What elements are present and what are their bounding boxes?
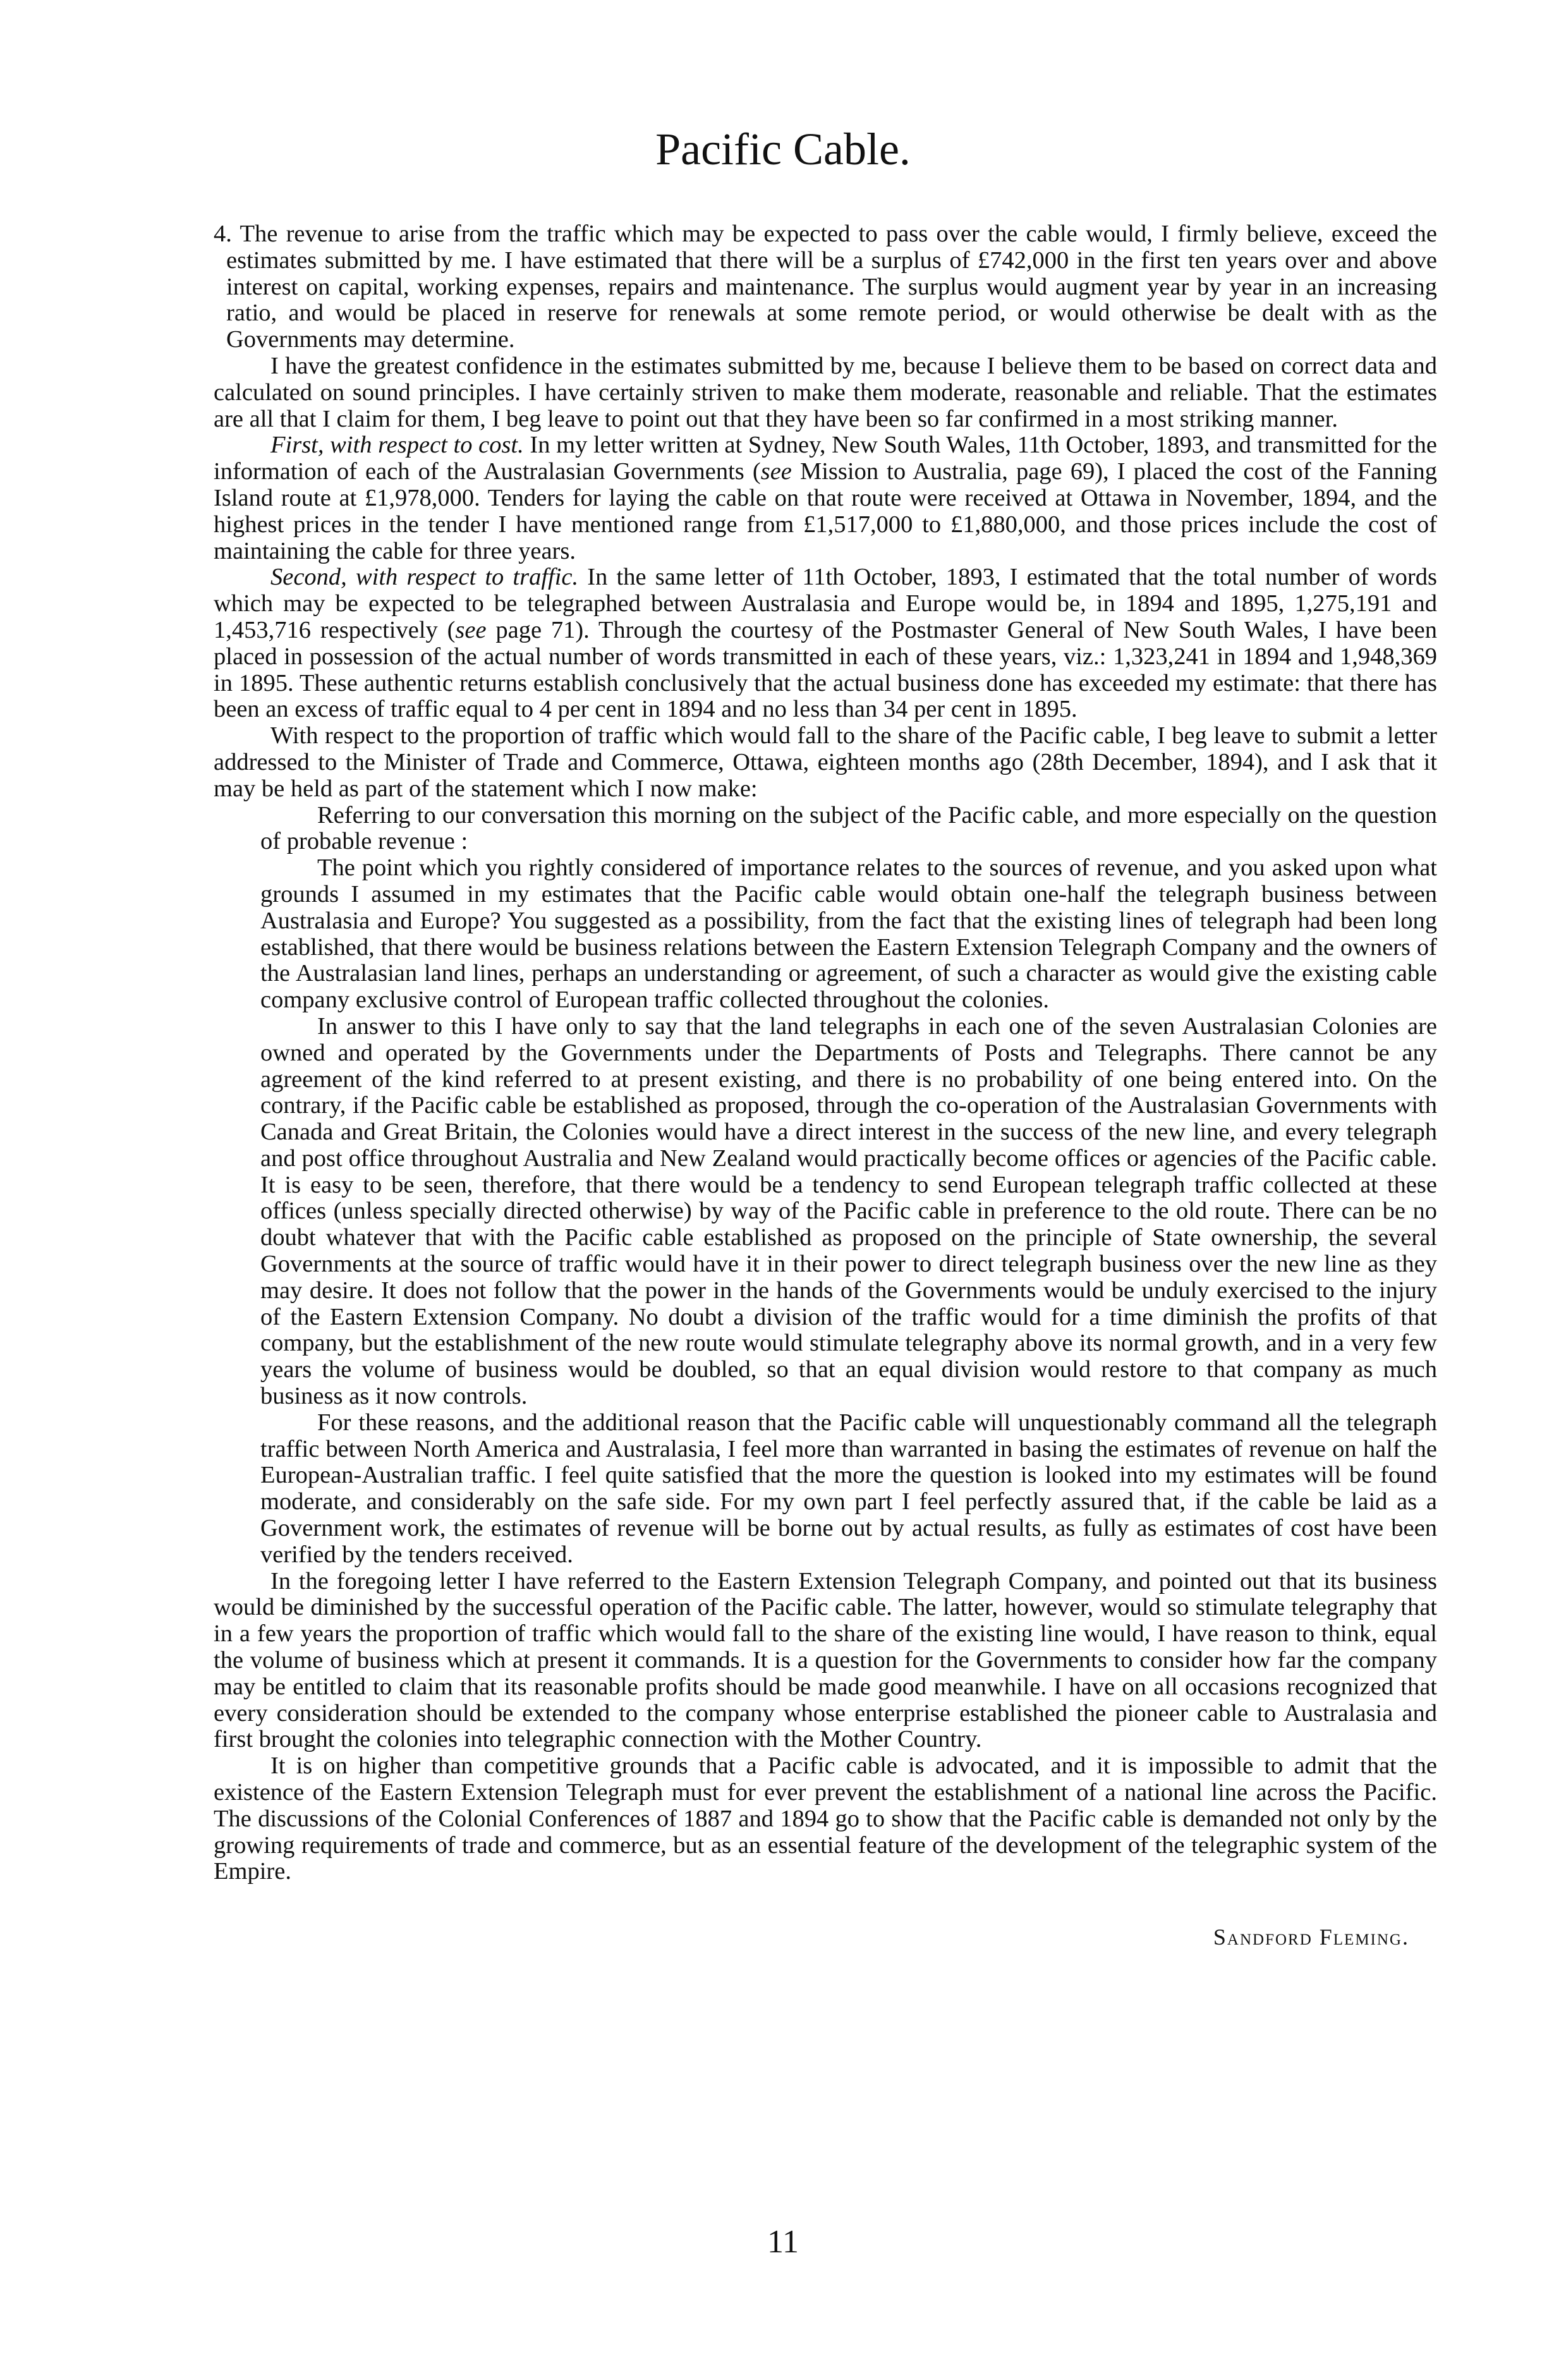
page-title: Pacific Cable. — [655, 124, 911, 174]
paragraph-traffic-text-b: page 71). Through the courtesy of the Postmaster General of New South Wales, I have been placed in possession of the actual number of words transmitted in each of these years, viz.: 1,323,241 in 1894 and 1,948,369 in 1895. These authentic returns establish conclusively that the actual business done has exceeded my estimate: that there has been an excess of traffic equal to 4 per cent in 1894 and no less than 34 per cent in 1895. — [214, 616, 1437, 723]
paragraph-cost-lead: First, with respect to cost. — [270, 432, 524, 459]
paragraph-confidence: I have the greatest confidence in the estimates submitted by me, because I believe them to be based on correct data and calculated on sound principles. I have certainly striven to make them moderate, reasonable and reliable. That the estimates are all that I claim for them, I beg leave to point out that they have been so far confirmed in a most striking manner. — [214, 352, 1437, 432]
document-body — [214, 221, 1437, 1885]
paragraph-cost — [214, 432, 1437, 564]
paragraph-traffic — [214, 564, 1437, 723]
paragraph-cost-text-a: In my letter written at Sydney, New South Wales, 11th October, 1893, and transmitted for the information of each of the Australasian Governments ( — [214, 432, 1437, 485]
page-number: 11 — [767, 2224, 799, 2260]
paragraph-eastern-extension: In the foregoing letter I have referred to the Eastern Extension Telegraph Company, and pointed out that its business would be diminished by the successful operation of the Pacific cable. The latter, however, would so stimulate telegraphy that in a few years the proportion of traffic which would fall to the share of the existing line would, I have reason to think, equal the volume of business which at present it commands. It is a question for the Governments to consider how far the company may be entitled to claim that its reasonable profits should be made good meanwhile. I have on all occasions recognized that every consideration should be extended to the company whose enterprise established the pioneer cable to Australasia and first brought the colonies into telegraphic connection with the Mother Country. — [214, 1567, 1437, 1753]
letter-paragraph-4: For these reasons, and the additional reason that the Pacific cable will unquestionably command all the telegraph traffic between North America and Australasia, I feel more than warranted in basing the estimates of revenue on half the European-Australian traffic. I feel quite satisfied that the more the question is looked into my estimates will be found moderate, and considerably on the safe side. For my own part I feel perfectly assured that, if the cable be laid as a Government work, the estimates of revenue will be borne out by actual results, as fully as estimates of cost have been verified by the tenders received. — [260, 1409, 1437, 1568]
paragraph-traffic-see: see — [455, 616, 487, 643]
paragraph-cost-see: see — [760, 458, 792, 485]
paragraph-traffic-lead: Second, with respect to traffic. — [270, 564, 579, 591]
paragraph-traffic-text-a: In the same letter of 11th October, 1893, I estimated that the total number of words which may be expected to be telegraphed between Australasia and Europe would be, in 1894 and 1895, 1,275,191 and 1,453,716 respectively ( — [214, 564, 1437, 643]
paragraph-higher-grounds: It is on higher than competitive grounds that a Pacific cable is advocated, and it is impossible to admit that the existence of the Eastern Extension Telegraph must for ever prevent the establishment of a national line across the Pacific. The discussions of the Colonial Conferences of 1887 and 1894 go to show that the Pacific cable is demanded not only by the growing requirements of trade and commerce, but as an essential feature of the development of the telegraphic system of the Empire. — [214, 1752, 1437, 1885]
letter-paragraph-1: Referring to our conversation this morning on the subject of the Pacific cable, and more especially on the question of probable revenue : — [260, 801, 1437, 855]
letter-paragraph-3: In answer to this I have only to say that the land telegraphs in each one of the seven Australasian Colonies are owned and operated by the Governments under the Departments of Posts and Telegraphs. There cannot be any agreement of the kind referred to at present existing, and there is no probability of one being entered into. On the contrary, if the Pacific cable be established as proposed, through the co-operation of the Australasian Governments with Canada and Great Britain, the Colonies would have a direct interest in the success of the new line, and every telegraph and post office throughout Australia and New Zealand would practically become offices or agencies of the Pacific cable. It is easy to be seen, therefore, that there would be a tendency to send European telegraph traffic collected at these offices (unless specially directed otherwise) by way of the Pacific cable in preference to the old route. There can be no doubt whatever that with the Pacific cable established as proposed on the principle of State ownership, the several Governments at the source of traffic would have it in their power to direct telegraph business over the new line as they may desire. It does not follow that the power in the hands of the Governments would be unduly exercised to the injury of the Eastern Extension Company. No doubt a division of the traffic would for a time diminish the profits of that company, but the establishment of the new route would stimulate telegraphy above its normal growth, and in a very few years the volume of business would be doubled, so that an equal division would restore to that company as much business as it now controls. — [260, 1012, 1437, 1410]
paragraph-cost-text-b: Mission to Australia, page 69), I placed the cost of the Fanning Island route at £1,978,000. Tenders for laying the cable on that route were received at Ottawa in November, 1894, and the highest prices in the tender I have mentioned range from £1,517,000 to £1,880,000, and those prices include the cost of maintaining the cable for three years. — [214, 458, 1437, 564]
signature: Sandford Fleming. — [1213, 1924, 1409, 1950]
paragraph-proportion: With respect to the proportion of traffic which would fall to the share of the Pacific cable, I beg leave to submit a letter addressed to the Minister of Trade and Commerce, Ottawa, eighteen months ago (28th December, 1894), and I ask that it may be held as part of the statement which I now make: — [214, 722, 1437, 802]
letter-paragraph-2: The point which you rightly considered of importance relates to the sources of revenue, and you asked upon what grounds I assumed in my estimates that the Pacific cable would obtain one-half the telegraph business between Australasia and Europe? You suggested as a possibility, from the fact that the existing lines of telegraph had been long established, that there would be business relations between the Eastern Extension Telegraph Company and the owners of the Australasian land lines, perhaps an understanding or agreement, of such a character as would give the existing cable company exclusive control of European traffic collected throughout the colonies. — [260, 854, 1437, 1014]
paragraph-4: 4. The revenue to arise from the traffic which may be expected to pass over the cable would, I firmly believe, exceed the estimates submitted by me. I have estimated that there will be a surplus of £742,000 in the first ten years over and above interest on capital, working expenses, repairs and maintenance. The surplus would augment year by year in an increasing ratio, and would be placed in reserve for renewals at some remote period, or would otherwise be dealt with as the Governments may determine. — [214, 221, 1437, 353]
